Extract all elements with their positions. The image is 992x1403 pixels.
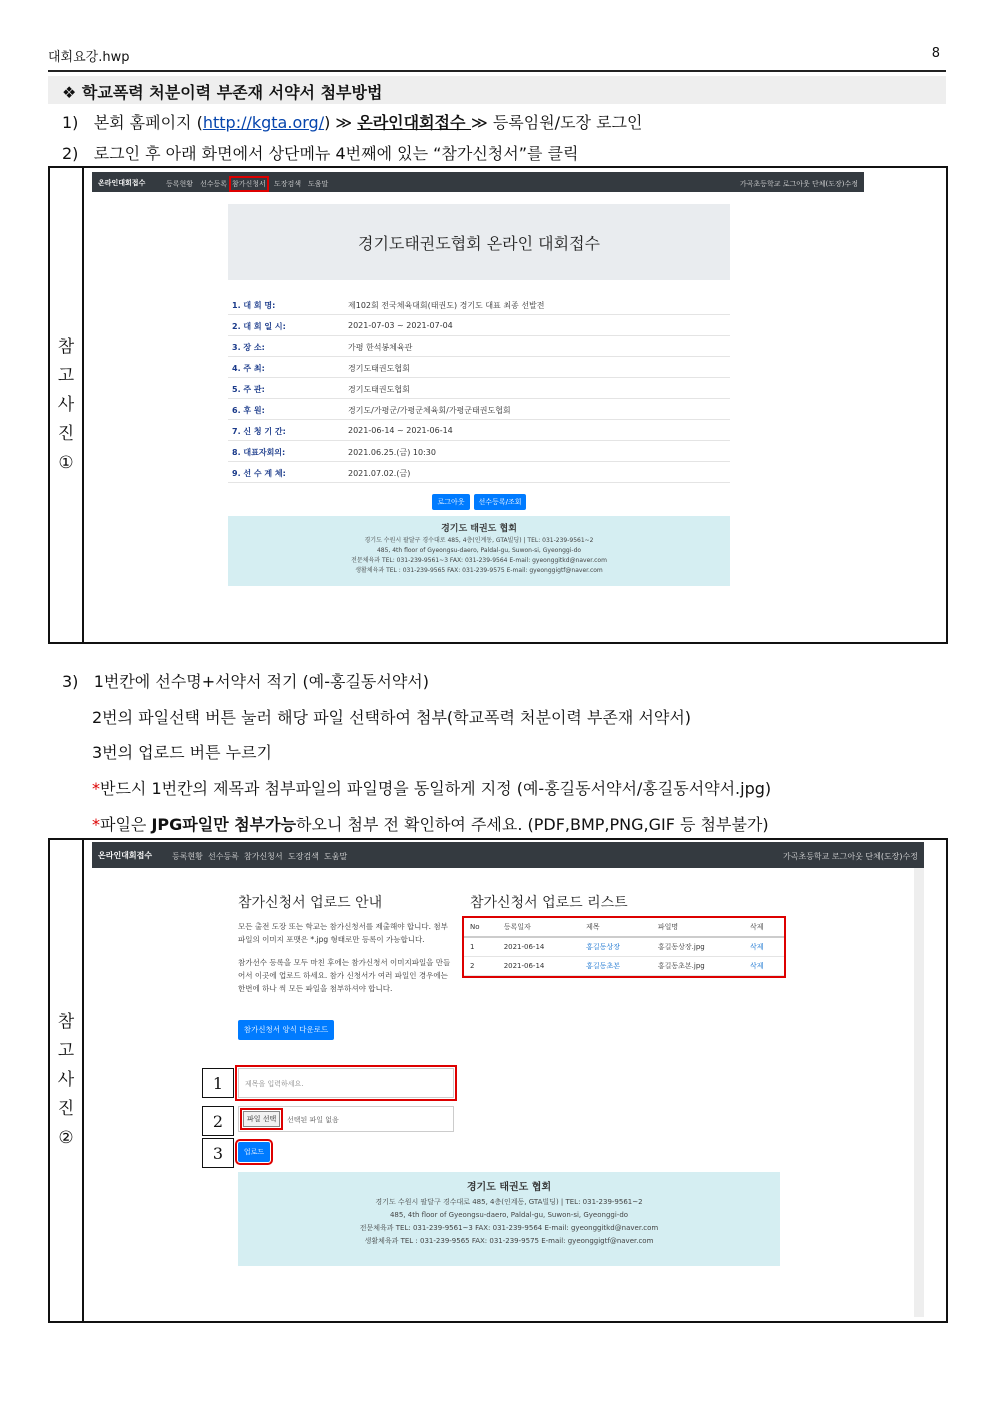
nav-item-athlete[interactable]: 선수등록 — [200, 180, 228, 188]
asterisk: * — [92, 779, 100, 798]
footer-info — [228, 516, 730, 586]
step-3-text-4: 반드시 1번칸의 제목과 첨부파일의 파일명을 동일하게 지정 (예-홍길동서약서/홍길동서약서.jpg) — [100, 779, 772, 798]
info-value: 2021-06-14 ~ 2021-06-14 — [348, 426, 453, 435]
info-row — [228, 420, 730, 441]
step-marker-1: 1 — [202, 1068, 234, 1098]
ref1-char: 사 — [57, 394, 75, 415]
scrollbar[interactable] — [914, 868, 924, 1317]
ref1-char: ① — [58, 452, 74, 473]
info-value: 2021.07.02.(금) — [348, 469, 411, 478]
online-entry-label: 온라인대회접수 — [357, 113, 472, 132]
cell-filename: 홍길동상장.jpg — [652, 937, 744, 957]
cell-date: 2021-06-14 — [498, 937, 580, 957]
ref2-char: 고 — [57, 1041, 75, 1061]
file-select-button[interactable]: 파일 선택 — [243, 1111, 280, 1127]
footer-title: 경기도 태권도 협회 — [466, 1182, 552, 1193]
step-3-text-5a: 파일은 — [100, 815, 152, 834]
reference-label-1 — [50, 168, 84, 642]
step-2 — [62, 141, 578, 164]
nav-item-application[interactable]: 참가신청서 — [232, 180, 266, 188]
nav-brand[interactable]: 온라인대회접수 — [98, 179, 146, 187]
file-status: 선택된 파일 없음 — [287, 1116, 339, 1124]
step-1 — [62, 110, 642, 133]
nav-user-links[interactable]: 가곡초등학교 로그아웃 단체(도장)수정 — [739, 180, 858, 188]
cell-no: 2 — [464, 957, 498, 976]
footer-line: 전문체육과 TEL: 031-239-9561~3 FAX: 031-239-9564 E-mail: gyeonggitkd@naver.com — [359, 1224, 659, 1232]
nav-item-dojang-search[interactable]: 도장검색 — [288, 852, 319, 861]
ref1-char: 진 — [57, 423, 75, 444]
reference-photo-2 — [48, 838, 948, 1323]
col-delete: 삭제 — [744, 918, 784, 937]
nav-item-help[interactable]: 도움말 — [324, 852, 348, 861]
col-filename: 파일명 — [652, 918, 744, 937]
ref2-char: 진 — [57, 1099, 75, 1119]
cell-title-link[interactable]: 홍길동상장 — [580, 937, 652, 957]
upload-guide-p1: 모든 출전 도장 또는 학교는 참가신청서를 제출해야 합니다. 첨부파일의 이미지 포맷은 *.jpg 형태로만 등록이 가능합니다. — [238, 922, 448, 944]
screenshot-1 — [92, 172, 864, 632]
reference-photo-1 — [48, 166, 948, 644]
footer-line: 생활체육과 TEL : 031-239-9565 FAX: 031-239-9575 E-mail: gyeonggigtf@naver.com — [364, 1237, 654, 1245]
title-input-placeholder: 제목을 입력하세요. — [245, 1080, 304, 1088]
info-key: 1. 대 회 명: — [232, 301, 276, 310]
delete-link[interactable]: 삭제 — [744, 937, 784, 957]
info-key: 4. 주 최: — [232, 364, 265, 373]
reference-label-2 — [50, 840, 84, 1321]
asterisk: * — [92, 815, 100, 834]
nav-item-athlete[interactable]: 선수등록 — [208, 852, 239, 861]
info-key: 5. 주 관: — [232, 385, 265, 394]
info-row — [228, 378, 730, 399]
upload-list-title: 참가신청서 업로드 리스트 — [470, 895, 628, 911]
info-value: 제102회 전국체육대회(태권도) 경기도 대표 최종 선발전 — [348, 301, 545, 310]
cell-no: 1 — [464, 937, 498, 957]
step-1-number: 1) — [62, 113, 79, 132]
step-3-number: 3) — [62, 672, 79, 691]
step-3-text-1: 1번칸에 선수명+서약서 적기 (예-홍길동서약서) — [93, 672, 429, 691]
jpg-only-note: JPG파일만 첨부가능 — [151, 815, 297, 834]
step-marker-3: 3 — [202, 1138, 234, 1168]
screenshot-2 — [92, 842, 924, 1317]
nav-item-application[interactable]: 참가신청서 — [244, 852, 283, 861]
info-row — [228, 441, 730, 462]
navbar — [92, 842, 924, 868]
step-2-number: 2) — [62, 144, 79, 163]
download-form-button[interactable]: 참가신청서 양식 다운로드 — [238, 1020, 334, 1040]
ref1-char: 참 — [57, 336, 75, 357]
col-no: No — [464, 918, 498, 937]
step-3-text-5b: 하오니 첨부 전 확인하여 주세요. (PDF,BMP,PNG,GIF 등 첨부불가) — [296, 815, 769, 834]
info-value: 경기도/가평군/가평군체육회/가평군태권도협회 — [348, 406, 511, 415]
info-value: 2021.06.25.(금) 10:30 — [348, 448, 436, 457]
footer-line: 생활체육과 TEL : 031-239-9565 FAX: 031-239-9575 E-mail: gyeonggigtf@naver.com — [355, 567, 603, 574]
footer-title: 경기도 태권도 협회 — [441, 524, 517, 534]
upload-guide-title: 참가신청서 업로드 안내 — [238, 895, 383, 911]
ref1-char: 고 — [57, 365, 75, 386]
ref2-char: 참 — [57, 1012, 75, 1032]
info-key: 7. 신 청 기 간: — [232, 427, 286, 436]
footer-line: 전문체육과 TEL: 031-239-9561~3 FAX: 031-239-9564 E-mail: gyeonggitkd@naver.com — [351, 557, 607, 564]
info-key: 3. 장 소: — [232, 343, 265, 352]
nav-item-dojang-search[interactable]: 도장검색 — [274, 180, 302, 188]
nav-brand[interactable]: 온라인대회접수 — [98, 851, 153, 860]
step-3-line-3: 3번의 업로드 버튼 누르기 — [92, 743, 272, 762]
nav-user-links[interactable]: 가곡초등학교 로그아웃 단체(도장)수정 — [783, 852, 918, 861]
upload-guide-p2: 참가선수 등록을 모두 마친 후에는 참가신청서 이미지파일을 만들어서 이곳에 업로드 하세요. 참가 신청서가 여러 파일인 경우에는 한번에 하나 씩 모든 파일을 첨부하셔야 합니다. — [238, 958, 451, 993]
step-3-line-2: 2번의 파일선택 버튼 눌러 해당 파일 선택하여 첨부(학교폭력 처분이력 부존재 서약서) — [92, 708, 692, 727]
col-title: 제목 — [580, 918, 652, 937]
info-row — [228, 399, 730, 420]
step-1-text-b: ) ≫ — [324, 113, 358, 132]
title-input[interactable] — [238, 1068, 454, 1098]
event-info-table — [228, 294, 730, 484]
section-title: ❖ 학교폭력 처분이력 부존재 서약서 첨부방법 — [62, 83, 383, 102]
ref2-char: ② — [58, 1128, 74, 1148]
upload-button[interactable]: 업로드 — [238, 1142, 270, 1162]
kgta-link[interactable]: http://kgta.org/ — [202, 113, 325, 132]
footer-info — [238, 1172, 780, 1266]
delete-link[interactable]: 삭제 — [744, 957, 784, 976]
info-value: 2021-07-03 ~ 2021-07-04 — [348, 321, 453, 330]
info-row — [228, 294, 730, 315]
cell-date: 2021-06-14 — [498, 957, 580, 976]
table-row — [464, 957, 784, 976]
section-title-bar — [48, 76, 946, 104]
header-rule — [48, 70, 946, 72]
step-3-line-5 — [92, 812, 769, 835]
page-number: 8 — [931, 46, 940, 61]
info-row — [228, 462, 730, 483]
footer-line: 485, 4th floor of Gyeongsu-daero, Paldal-gu, Suwon-si, Gyeonggi-do — [376, 547, 582, 554]
table-header-row — [464, 918, 784, 937]
file-picker — [238, 1106, 454, 1132]
nav-item-help[interactable]: 도움말 — [308, 180, 329, 188]
step-3-line-1 — [62, 669, 429, 692]
info-value: 경기도태권도협회 — [348, 385, 410, 394]
navbar — [92, 172, 864, 192]
cell-filename: 홍길동초본.jpg — [652, 957, 744, 976]
cell-title-link[interactable]: 홍길동초본 — [580, 957, 652, 976]
footer-line: 경기도 수원시 팔달구 경수대로 485, 4층(인계동, GTA빌딩) | TEL: 031-239-9561~2 — [364, 537, 594, 544]
info-key: 2. 대 회 일 시: — [232, 322, 286, 331]
info-row — [228, 336, 730, 357]
step-3-line-4 — [92, 776, 771, 799]
footer-line: 경기도 수원시 팔달구 경수대로 485, 4층(인계동, GTA빌딩) | TEL: 031-239-9561~2 — [375, 1198, 643, 1206]
info-key: 9. 선 수 계 체: — [232, 469, 286, 478]
info-row — [228, 357, 730, 378]
step-2-text: 로그인 후 아래 화면에서 상단메뉴 4번째에 있는 “참가신청서”를 클릭 — [93, 144, 579, 163]
info-key: 8. 대표자회의: — [232, 448, 286, 457]
ref2-char: 사 — [57, 1070, 75, 1090]
nav-item-status[interactable]: 등록현황 — [172, 852, 203, 861]
step-1-text-a: 본회 홈페이지 ( — [93, 113, 203, 132]
document-filename: 대회요강.hwp — [48, 50, 130, 65]
step-marker-2: 2 — [202, 1106, 234, 1136]
register-athlete-button[interactable]: 선수등록/조회 — [474, 494, 526, 510]
step-1-text-c: ≫ 등록임원/도장 로그인 — [471, 113, 643, 132]
info-value: 가평 한석봉체육관 — [348, 343, 413, 352]
logout-button[interactable]: 로그아웃 — [432, 494, 470, 510]
upload-list-table — [462, 916, 786, 978]
info-value: 경기도태권도협회 — [348, 364, 410, 373]
nav-item-status[interactable]: 등록현황 — [166, 180, 194, 188]
col-date: 등록일자 — [498, 918, 580, 937]
info-key: 6. 후 원: — [232, 406, 265, 415]
jumbotron: 경기도태권도협회 온라인 대회접수 — [228, 204, 730, 280]
info-row — [228, 315, 730, 336]
table-row — [464, 937, 784, 957]
footer-line: 485, 4th floor of Gyeongsu-daero, Paldal-gu, Suwon-si, Gyeonggi-do — [389, 1211, 629, 1219]
